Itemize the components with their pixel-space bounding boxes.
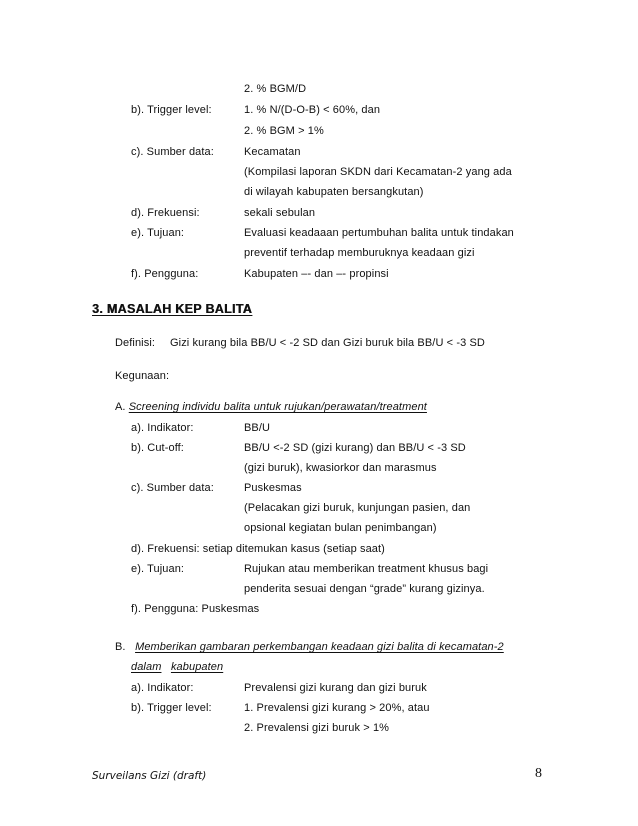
part-b-title-line1 [115, 640, 504, 654]
top-sumber-label: c). Sumber data: [131, 146, 214, 158]
section-heading: 3. MASALAH KEP BALITA [92, 302, 253, 316]
b-trigger-label: b). Trigger level: [131, 702, 212, 714]
a-sumber-1: Puskesmas [244, 482, 302, 494]
footer-title: Surveilans Gizi (draft) [92, 770, 207, 782]
top-tujuan-1: Evaluasi keadaaan pertumbuhan balita untuk tindakan [244, 227, 514, 239]
part-a-prefix: A. [115, 401, 126, 413]
part-a-title-text: Screening individu balita untuk rujukan/perawatan/treatment [128, 401, 427, 413]
a-indikator-val: BB/U [244, 422, 271, 434]
part-a-title [115, 400, 427, 414]
b-indikator-label: a). Indikator: [131, 682, 194, 694]
top-trigger-2: 2. % BGM > 1% [244, 125, 324, 137]
a-cutoff-label: b). Cut-off: [131, 442, 184, 454]
part-b-title-kabupaten: kabupaten [170, 661, 224, 673]
top-pengguna-label: f). Pengguna: [131, 268, 199, 280]
a-indikator-label: a). Indikator: [131, 422, 194, 434]
a-tujuan-label: e). Tujuan: [131, 563, 185, 575]
a-sumber-2: (Pelacakan gizi buruk, kunjungan pasien, dan [244, 502, 471, 514]
top-frek-label: d). Frekuensi: [131, 207, 200, 219]
part-b-title-line2 [131, 660, 223, 674]
a-tujuan-2: penderita sesuai dengan “grade” kurang gizinya. [244, 583, 485, 595]
part-b-prefix: B. [115, 641, 126, 653]
definisi-text: Gizi kurang bila BB/U < -2 SD dan Gizi buruk bila BB/U < -3 SD [170, 337, 485, 349]
a-frek-line: d). Frekuensi: setiap ditemukan kasus (setiap saat) [131, 543, 385, 555]
b-indikator-val: Prevalensi gizi kurang dan gizi buruk [244, 682, 427, 694]
part-b-title-dalam: dalam [131, 661, 162, 673]
b-trigger-2: 2. Prevalensi gizi buruk > 1% [244, 722, 390, 734]
page-number: 8 [535, 766, 542, 781]
top-trigger-1: 1. % N/(D-O-B) < 60%, dan [244, 104, 381, 116]
a-pengguna-line: f). Pengguna: Puskesmas [131, 603, 260, 615]
a-tujuan-1: Rujukan atau memberikan treatment khusus bagi [244, 563, 489, 575]
part-b-title-text: Memberikan gambaran perkembangan keadaan gizi balita di kecamatan-2 [135, 641, 504, 653]
top-bgm-item: 2. % BGM/D [244, 83, 307, 95]
top-pengguna-val: Kabupaten –- dan –- propinsi [244, 268, 389, 280]
kegunaan-label: Kegunaan: [115, 370, 170, 382]
a-cutoff-1: BB/U <-2 SD (gizi kurang) dan BB/U < -3 SD [244, 442, 466, 454]
a-cutoff-2: (gizi buruk), kwasiorkor dan marasmus [244, 462, 437, 474]
top-sumber-1: Kecamatan [244, 146, 301, 158]
top-frek-val: sekali sebulan [244, 207, 316, 219]
definisi-label: Definisi: [115, 337, 156, 349]
top-sumber-2: (Kompilasi laporan SKDN dari Kecamatan-2 yang ada [244, 166, 512, 178]
top-tujuan-label: e). Tujuan: [131, 227, 185, 239]
a-sumber-3: opsional kegiatan bulan penimbangan) [244, 522, 437, 534]
b-trigger-1: 1. Prevalensi gizi kurang > 20%, atau [244, 702, 430, 714]
top-tujuan-2: preventif terhadap memburuknya keadaan gizi [244, 247, 475, 259]
top-sumber-3: di wilayah kabupaten bersangkutan) [244, 186, 424, 198]
top-trigger-label: b). Trigger level: [131, 104, 212, 116]
a-sumber-label: c). Sumber data: [131, 482, 214, 494]
